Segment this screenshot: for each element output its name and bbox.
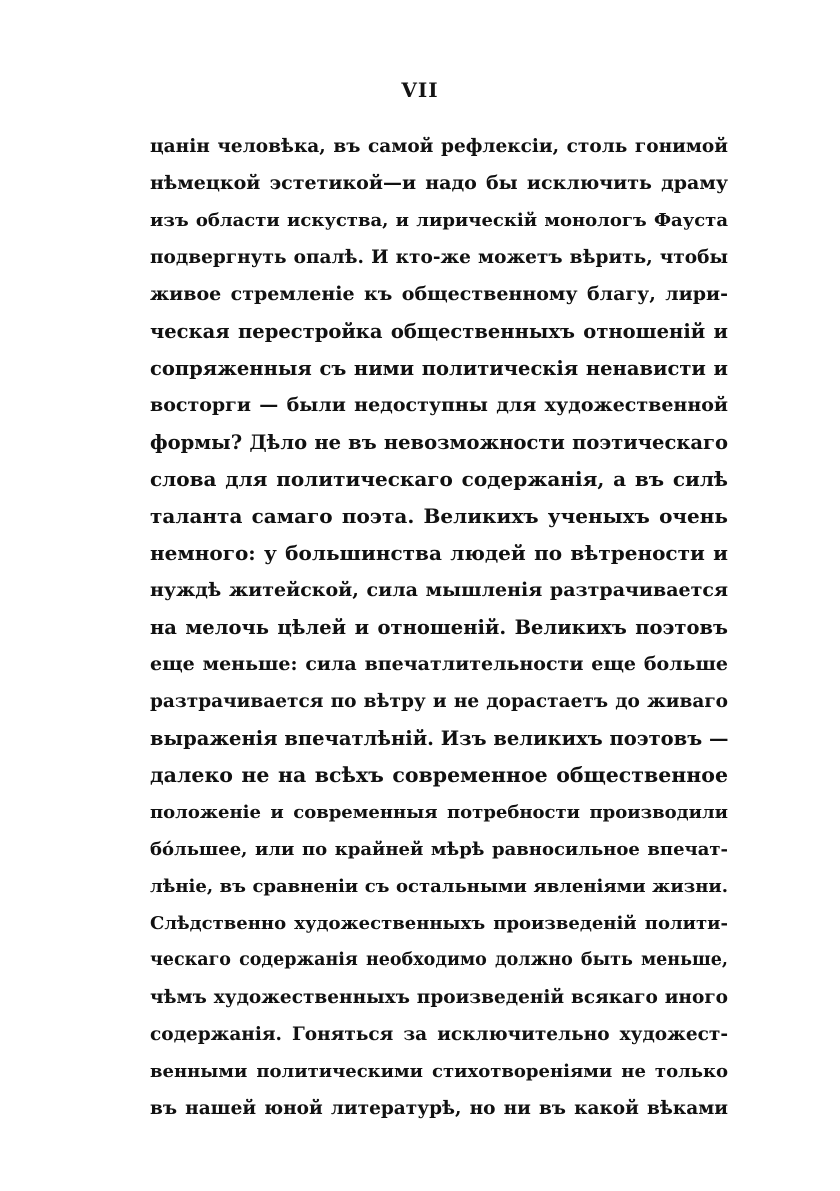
text-line: положеніе и современныя потребности производили [150, 802, 728, 823]
text-line: живое стремленіе къ общественному благу, лири- [150, 283, 728, 305]
text-line: формы? Дѣло не въ невозможности поэтическаго [150, 431, 728, 454]
text-line: изъ области искуства, и лирическій монологъ Фауста [150, 210, 728, 231]
text-line: восторги — были недоступны для художественной [150, 394, 728, 416]
text-line: сопряженныя съ ними политическія ненависти и [150, 357, 728, 380]
text-line: немного: у большинства людей по вѣтрености и [150, 541, 728, 565]
text-line: еще меньше: сила впечатлительности еще больше [150, 653, 728, 675]
text-line: ческаго содержанія необходимо должно быть меньше, [150, 950, 728, 970]
text-line: чѣмъ художественныхъ произведеній всякаго иного [150, 987, 728, 1008]
text-line: содержанія. Гоняться за исключительно художест- [150, 1024, 728, 1045]
text-line: на мелочь цѣлей и отношеній. Великихъ поэтовъ [150, 616, 728, 639]
text-line: таланта самаго поэта. Великихъ ученыхъ очень [150, 504, 728, 528]
text-line: подвергнуть опалѣ. И кто-же можетъ вѣрить, чтобы [150, 247, 728, 268]
text-line: разтрачивается по вѣтру и не дорастаетъ до живаго [150, 691, 728, 712]
text-line: въ нашей юной литературѣ, но ни въ какой вѣками [150, 1098, 728, 1119]
page-number: VII [401, 78, 439, 102]
text-line: Слѣдственно художественныхъ произведеній полити- [150, 913, 728, 934]
text-line: цанін человѣка, въ самой рефлексіи, столь гонимой [150, 136, 728, 157]
text-line: нѣмецкой эстетикой—и надо бы исключить драму [150, 172, 728, 194]
text-line: слова для политическаго содержанія, а въ силѣ [150, 467, 728, 491]
text-line: ческая перестройка общественныхъ отношеній и [150, 320, 728, 343]
text-line: венными политическими стихотвореніями не только [150, 1061, 728, 1082]
text-line: лѣніе, въ сравненіи съ остальными явленіями жизни. [150, 876, 728, 897]
body-text [150, 128, 728, 1127]
text-line: далеко не на всѣхъ современное общественное [150, 763, 728, 787]
text-line: выраженія впечатлѣній. Изъ великихъ поэтовъ — [150, 727, 729, 750]
text-line: нуждѣ житейской, сила мышленія разтрачивается [150, 579, 728, 601]
text-line: бо́льшее, или по крайней мѣрѣ равносильное впечат- [150, 839, 728, 860]
